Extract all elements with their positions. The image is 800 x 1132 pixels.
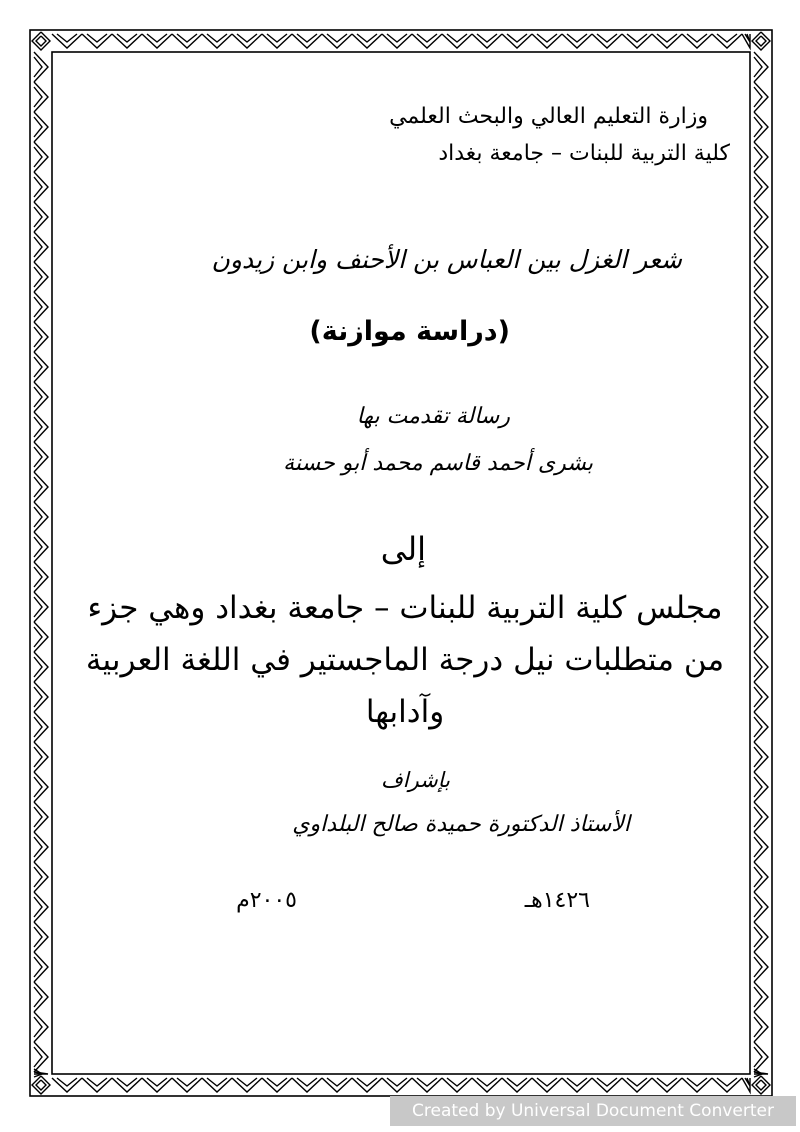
date-gregorian: ٢٠٠٥م bbox=[236, 888, 297, 913]
thesis-subtitle: (دراسة موازنة) bbox=[309, 316, 510, 347]
supervision-label: بإشراف bbox=[380, 768, 450, 792]
supervisor-name: الأستاذ الدكتورة حميدة صالح البلداوي bbox=[292, 812, 630, 837]
to-label: إلى bbox=[380, 530, 426, 568]
date-hijri: ١٤٢٦هـ bbox=[524, 888, 590, 913]
ministry-name: وزارة التعليم العالي والبحث العلمي bbox=[389, 104, 708, 129]
thesis-title: شعر الغزل بين العباس بن الأحنف وابن زيدون bbox=[211, 245, 682, 274]
author-name: بشرى أحمد قاسم محمد أبو حسنة bbox=[283, 451, 593, 476]
submitted-by-label: رسالة تقدمت بها bbox=[356, 404, 510, 429]
converter-watermark: Created by Universal Document Converter bbox=[390, 1096, 796, 1126]
council-statement: مجلس كلية التربية للبنات – جامعة بغداد وهي جزء من متطلبات نيل درجة الماجستير في اللغة العربية وآدابها bbox=[85, 590, 725, 730]
college-name: كلية التربية للبنات – جامعة بغداد bbox=[438, 141, 730, 166]
